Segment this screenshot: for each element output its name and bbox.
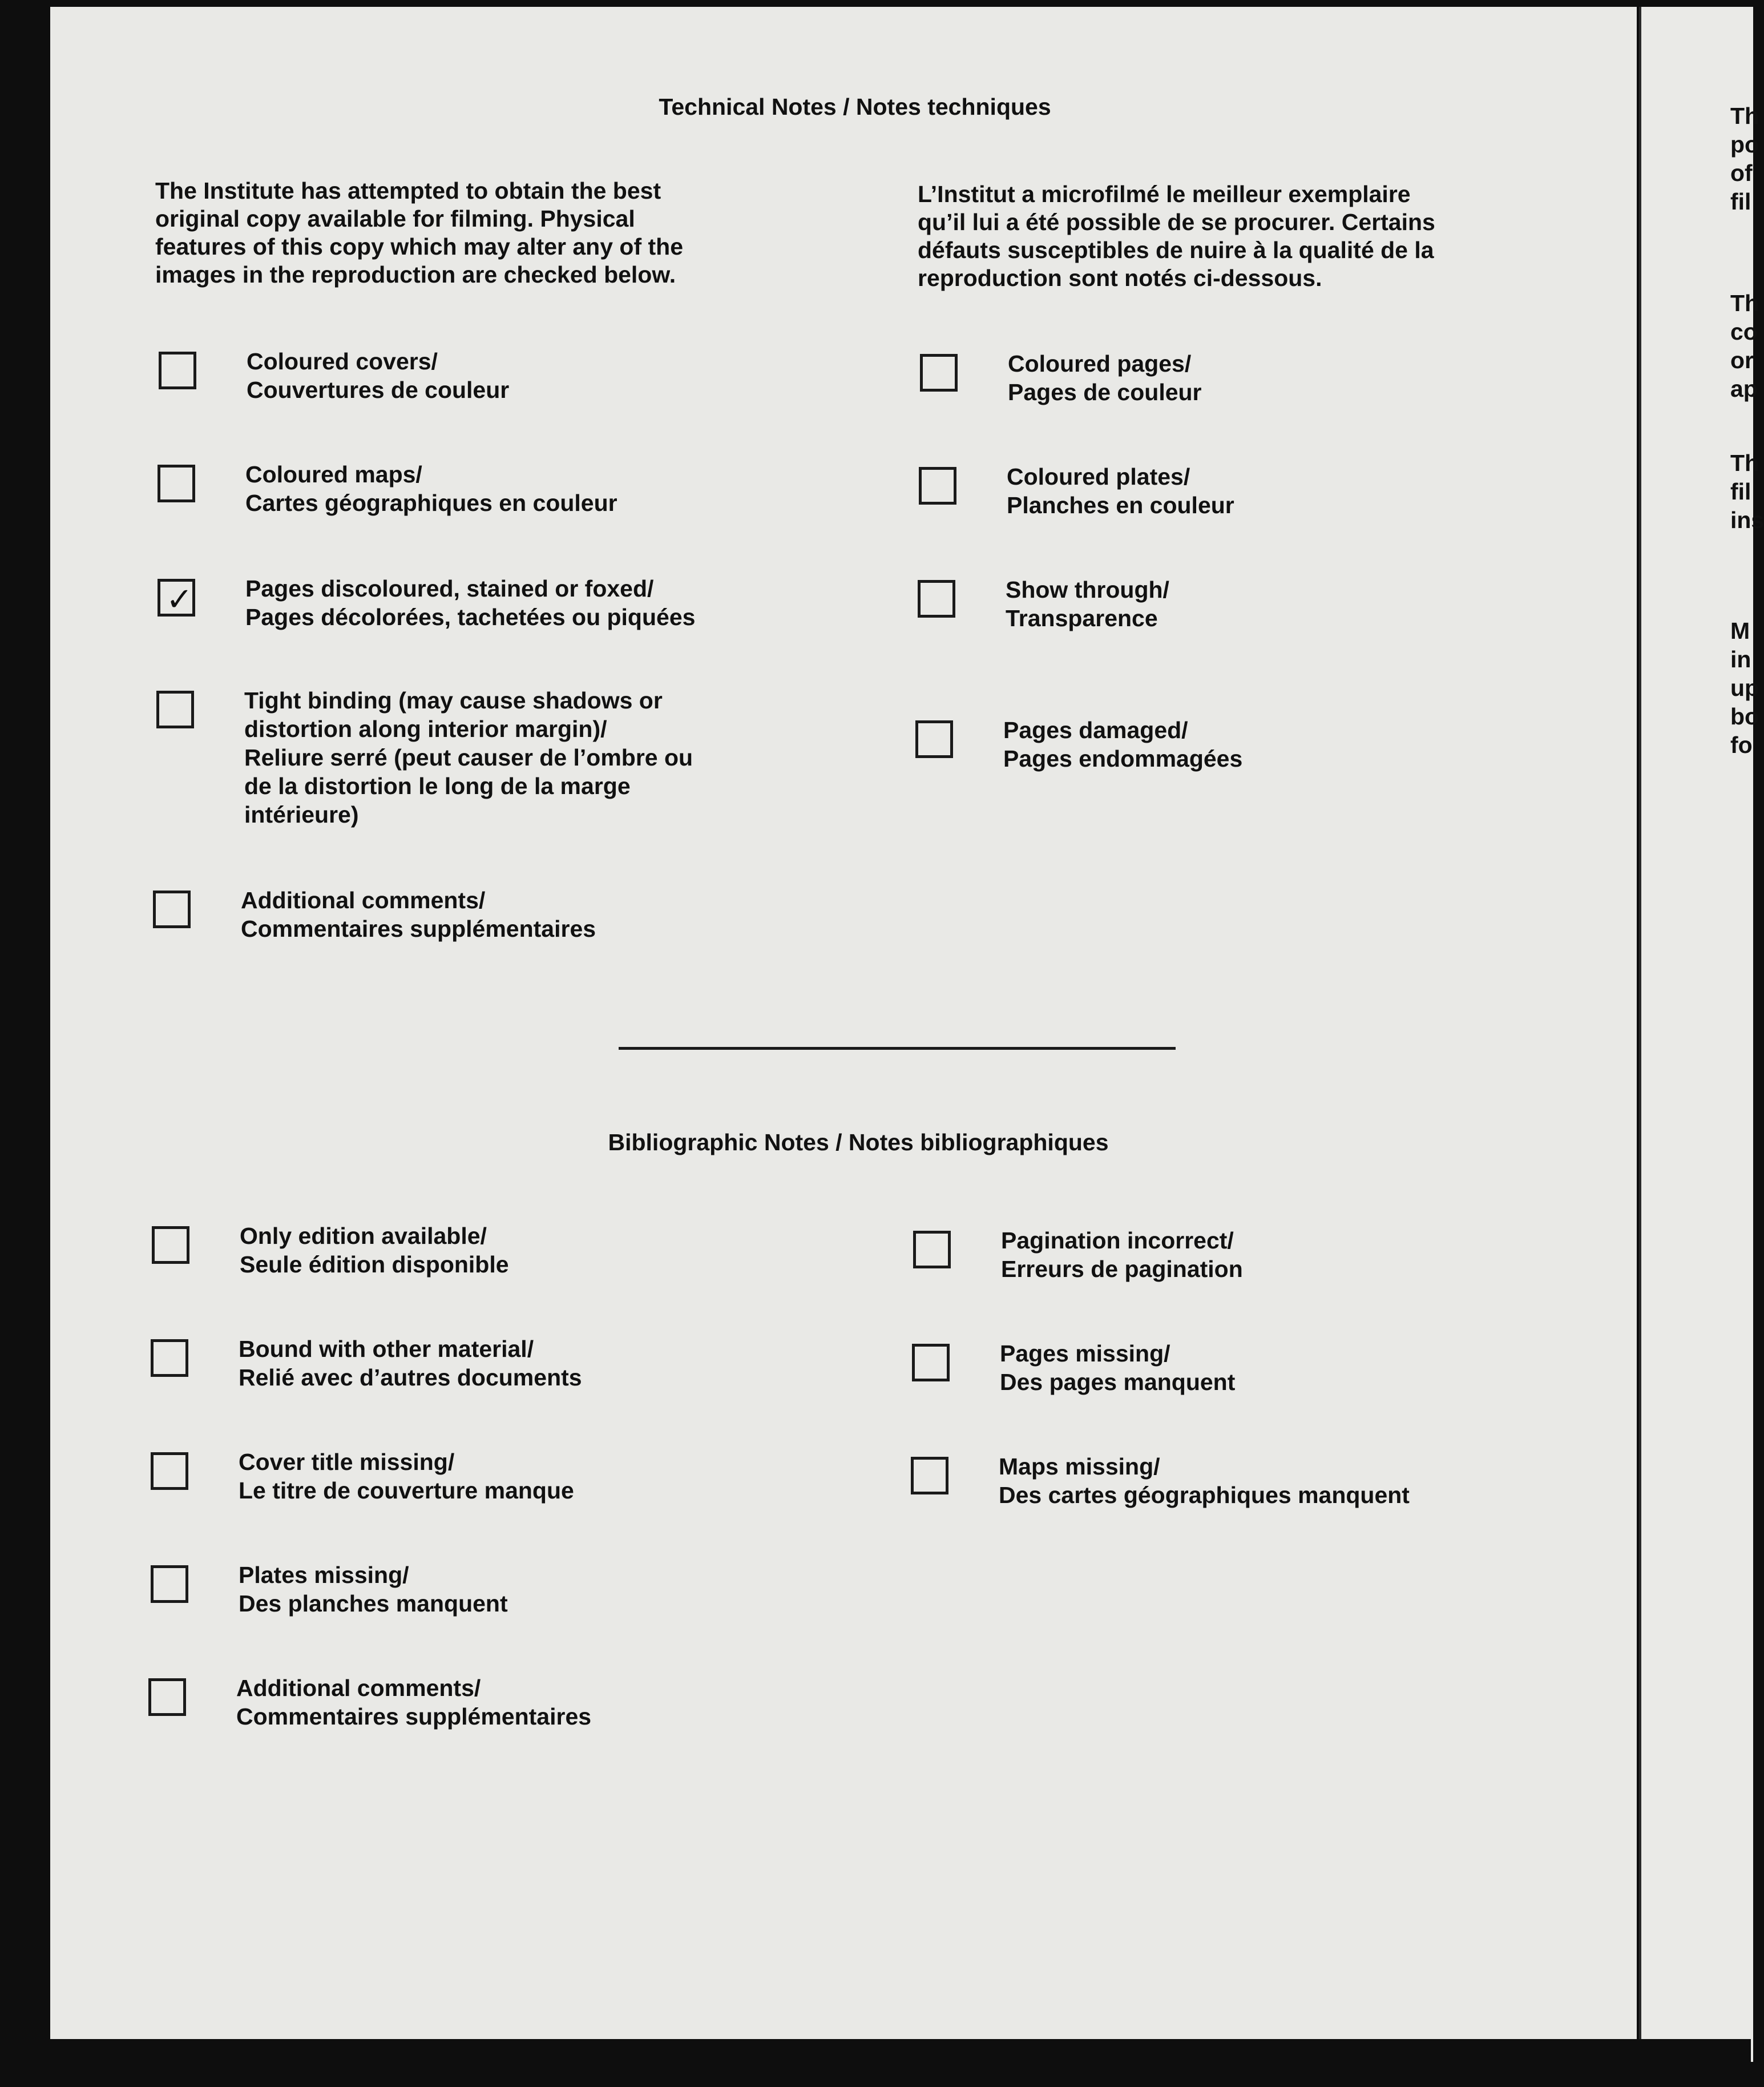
item-label: Bound with other material/ Relié avec d’autres documents bbox=[239, 1336, 582, 1391]
item-label: Maps missing/ Des cartes géographiques manquent bbox=[999, 1453, 1410, 1508]
item-label: Tight binding (may cause shadows or distortion along interior margin)/ Reliure serré (peut causer de l’ombre ou de la distortion le long de la marge intérieure) bbox=[244, 687, 693, 828]
checkbox[interactable] bbox=[919, 467, 956, 505]
checkbox[interactable] bbox=[158, 465, 195, 502]
item-label: Coloured plates/ Planches en couleur bbox=[1007, 464, 1234, 518]
document-page bbox=[50, 7, 1637, 2039]
item-label: Additional comments/ Commentaires supplémentaires bbox=[241, 887, 596, 942]
item-label: Show through/ Transparence bbox=[1006, 577, 1169, 631]
item-label: Pages damaged/ Pages endommagées bbox=[1003, 717, 1243, 772]
item-label: Coloured covers/ Couvertures de couleur bbox=[247, 348, 510, 403]
technical-intro-english: The Institute has attempted to obtain the best original copy available for filming. Physical features of this copy which may alter any of the images in the reproduction are checked below. bbox=[155, 178, 684, 288]
checkbox-checked[interactable] bbox=[158, 579, 195, 617]
item-label: Plates missing/ Des planches manquent bbox=[239, 1562, 508, 1617]
checkbox[interactable] bbox=[159, 352, 196, 389]
item-label: Coloured maps/ Cartes géographiques en couleur bbox=[245, 461, 617, 516]
film-bottom-edge bbox=[0, 2039, 1751, 2087]
item-label: Cover title missing/ Le titre de couverture manque bbox=[239, 1449, 574, 1504]
checkbox[interactable] bbox=[153, 891, 191, 928]
checkmark-icon: ✓ bbox=[166, 581, 193, 618]
adjacent-text-fragment: Th fil ins bbox=[1730, 450, 1764, 533]
checkbox[interactable] bbox=[156, 691, 194, 728]
item-label: Additional comments/ Commentaires supplémentaires bbox=[236, 1675, 592, 1730]
checkbox[interactable] bbox=[151, 1452, 188, 1490]
adjacent-page-strip bbox=[1639, 7, 1764, 2062]
item-label: Pages discoloured, stained or foxed/ Pages décolorées, tachetées ou piquées bbox=[245, 575, 696, 630]
checkbox[interactable] bbox=[151, 1339, 188, 1377]
item-label: Only edition available/ Seule édition disponible bbox=[240, 1223, 509, 1278]
checkbox[interactable] bbox=[913, 1231, 951, 1268]
checkbox[interactable] bbox=[912, 1344, 950, 1381]
adjacent-text-fragment: Th po of fil bbox=[1730, 103, 1759, 215]
checkbox[interactable] bbox=[915, 720, 953, 758]
adjacent-text-fragment: M in up bo fo bbox=[1730, 618, 1759, 758]
checkbox[interactable] bbox=[920, 354, 958, 392]
section-divider bbox=[619, 1047, 1176, 1050]
checkbox[interactable] bbox=[151, 1565, 188, 1603]
checkbox[interactable] bbox=[152, 1226, 189, 1264]
checkbox[interactable] bbox=[911, 1457, 948, 1494]
checkbox[interactable] bbox=[148, 1678, 186, 1716]
adjacent-text-fragment: Th co or ap bbox=[1730, 290, 1759, 402]
technical-intro-french: L’Institut a microfilmé le meilleur exemplaire qu’il lui a été possible de se procurer. Certains défauts susceptibles de nuire à la qualité de la reproduction sont notés ci-dessous. bbox=[918, 181, 1435, 291]
bibliographic-notes-heading: Bibliographic Notes / Notes bibliographiques bbox=[608, 1129, 1109, 1155]
checkbox[interactable] bbox=[918, 580, 955, 618]
item-label: Coloured pages/ Pages de couleur bbox=[1008, 350, 1202, 405]
technical-notes-heading: Technical Notes / Notes techniques bbox=[659, 94, 1051, 120]
item-label: Pagination incorrect/ Erreurs de pagination bbox=[1001, 1227, 1243, 1282]
item-label: Pages missing/ Des pages manquent bbox=[1000, 1340, 1236, 1395]
